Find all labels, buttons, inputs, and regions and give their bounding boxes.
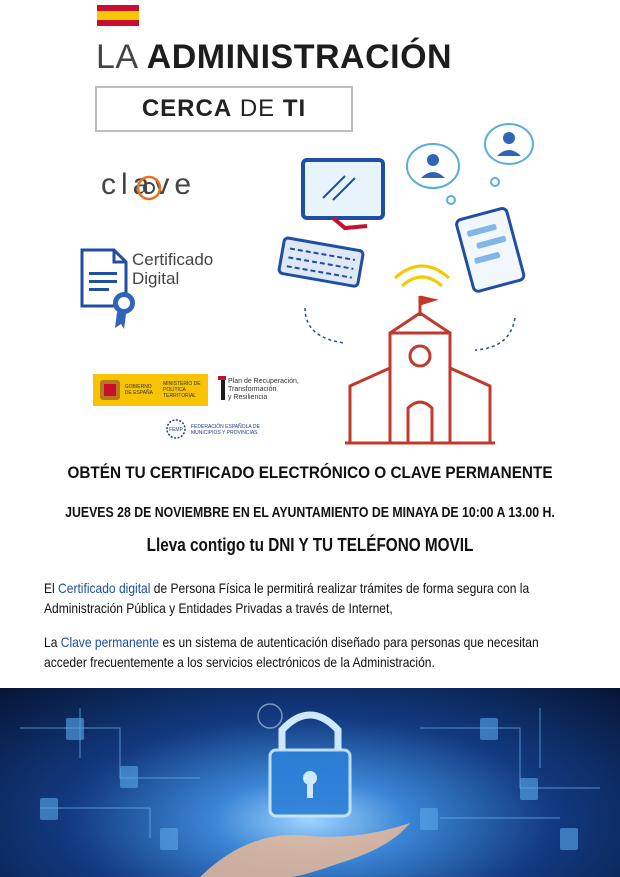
gobierno-label: GOBIERNO DE ESPAÑA bbox=[124, 384, 153, 396]
certificate-document-icon bbox=[80, 248, 140, 330]
subtitle-part-2: DE bbox=[239, 95, 276, 122]
padlock-network-graphic bbox=[0, 688, 620, 877]
prtr-logo-text bbox=[228, 378, 299, 402]
progress-ring-icon bbox=[258, 704, 282, 728]
title-part-2: ADMINISTRACIÓN bbox=[146, 38, 453, 76]
p2-line2: acceder frecuentemente a los servicios electrónicos de la Administración. bbox=[44, 654, 435, 670]
certificado-label-line2: Digital bbox=[132, 269, 180, 288]
p2-prefix: La bbox=[44, 634, 61, 650]
certificado-digital-label bbox=[132, 250, 213, 288]
dashed-arrow-left bbox=[305, 308, 345, 343]
p1-prefix: El bbox=[44, 580, 59, 596]
ministerio-label: MINISTERIO DE POLÍTICA TERRITORIAL bbox=[163, 381, 201, 399]
prtr-line1: Plan de Recuperación, bbox=[228, 378, 299, 385]
event-date-line: JUEVES 28 DE NOVIEMBRE EN EL AYUNTAMIENTO DE MINAYA DE 10:00 A 13.00 H. bbox=[65, 504, 555, 521]
p1-line1-rest: de Persona Física le permitirá realizar trámites de forma segura con la bbox=[150, 580, 530, 596]
security-padlock-image bbox=[0, 688, 620, 877]
keyboard-icon bbox=[279, 237, 364, 286]
chat-bubble-icon bbox=[407, 124, 533, 204]
p2-line1-rest: es un sistema de autenticación diseñado para personas que necesitan bbox=[159, 634, 539, 650]
femp-badge-icon bbox=[165, 418, 187, 440]
certificado-label-line1: Certificado bbox=[132, 250, 214, 269]
flag-stripe-red-bottom bbox=[97, 20, 139, 26]
event-bring-line: Lleva contigo tu DNI Y TU TELÉFONO MOVIL bbox=[146, 535, 474, 555]
paragraph-certificado bbox=[44, 578, 530, 618]
femp-line2: MUNICIPIOS Y PROVINCIAS bbox=[191, 430, 258, 436]
dashed-arrow-right bbox=[475, 318, 515, 350]
clave-at-icon bbox=[135, 172, 163, 206]
coat-of-arms-icon bbox=[97, 377, 122, 403]
tablet-icon bbox=[455, 207, 524, 292]
prtr-logo-icon bbox=[218, 376, 226, 402]
padlock-icon bbox=[270, 715, 350, 816]
femp-badge-text: FEMP bbox=[169, 427, 183, 433]
femp-line1: FEDERACIÓN ESPAÑOLA DE bbox=[191, 424, 260, 430]
digital-services-illustration bbox=[275, 118, 620, 453]
town-hall-icon bbox=[345, 296, 495, 443]
wifi-icon bbox=[395, 266, 449, 286]
clave-logo-text: clave bbox=[101, 168, 197, 201]
flag-stripe-yellow bbox=[97, 11, 139, 20]
page-title bbox=[96, 38, 452, 77]
paragraph-clave bbox=[44, 632, 539, 672]
monitor-icon bbox=[303, 160, 383, 228]
femp-logo-text bbox=[191, 424, 260, 436]
p1-line2: Administración Pública y Entidades Privadas a través de Internet, bbox=[44, 600, 393, 616]
gobierno-espana-logo bbox=[93, 374, 208, 406]
subtitle-part-1: CERCA bbox=[141, 95, 233, 122]
hand-icon bbox=[200, 823, 410, 877]
title-part-1: LA bbox=[96, 38, 137, 76]
prtr-line3: y Resiliencia bbox=[228, 394, 268, 401]
event-heading: OBTÉN TU CERTIFICADO ELECTRÓNICO O CLAVE PERMANENTE bbox=[67, 463, 553, 482]
clave-permanente-highlight: Clave permanente bbox=[60, 634, 160, 650]
subtitle-part-3: TI bbox=[282, 95, 307, 122]
certificado-digital-highlight: Certificado digital bbox=[58, 580, 151, 596]
prtr-line2: Transformación bbox=[228, 386, 277, 393]
